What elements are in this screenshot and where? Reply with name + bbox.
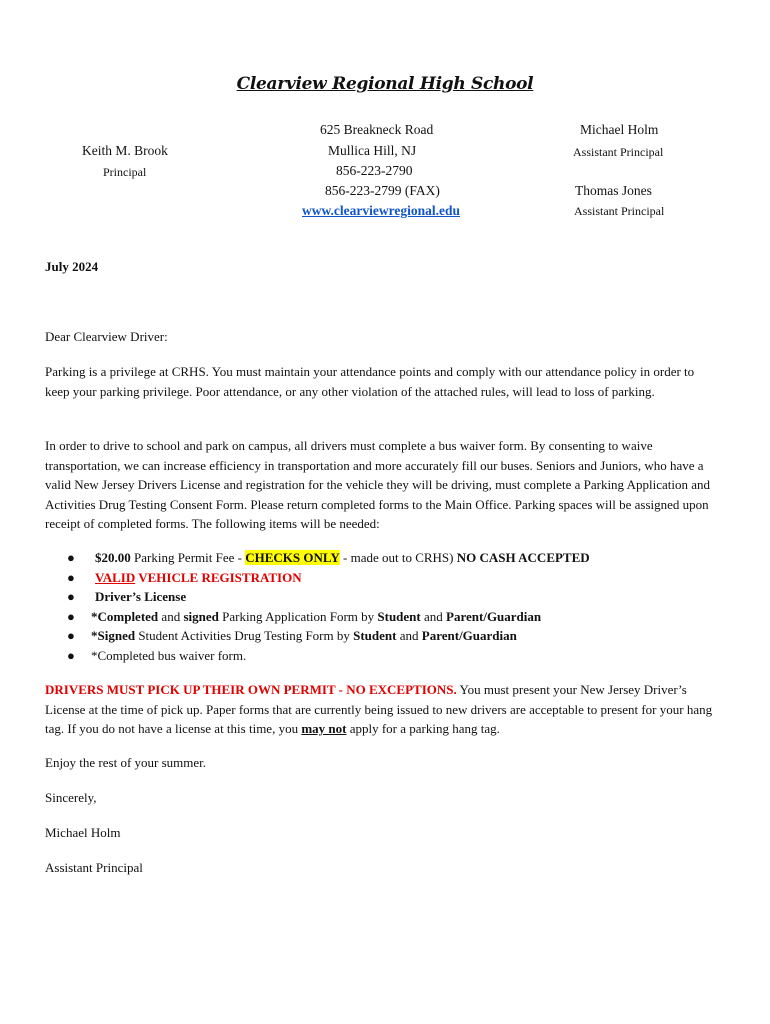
signer-name: Michael Holm — [45, 825, 121, 840]
salutation: Dear Clearview Driver: — [45, 329, 168, 344]
may-not-emphasis: may not — [301, 721, 347, 736]
pickup-warning: DRIVERS MUST PICK UP THEIR OWN PERMIT - NO EXCEPTIONS. — [45, 682, 457, 697]
bullet: ● — [67, 589, 75, 604]
list-item-application: ● *Completed and signed Parking Application Form by Student and Parent/Guardian — [45, 607, 725, 627]
principal-title: Principal — [103, 165, 147, 179]
principal-name: Keith M. Brook — [82, 143, 168, 158]
bullet: ● — [67, 647, 75, 663]
bullet: ● — [67, 608, 75, 624]
bullet: ● — [67, 628, 75, 643]
school-name: Clearview Regional High School — [236, 74, 534, 94]
paragraph-parking-privilege: Parking is a privilege at CRHS. You must maintain your attendance points and comply with our attendance policy in order to keep your parking privilege. Poor attendance, or any other violation of the attached rules, will lead to loss of parking. — [45, 364, 695, 399]
ap1-title: Assistant Principal — [573, 145, 664, 159]
signer-title: Assistant Principal — [45, 860, 143, 875]
checks-only-highlight: CHECKS ONLY — [245, 550, 340, 565]
bullet: ● — [67, 550, 75, 565]
closing-enjoy: Enjoy the rest of your summer. — [45, 755, 207, 770]
ap2-name: Thomas Jones — [575, 183, 652, 198]
website-link[interactable]: www.clearviewregional.edu — [302, 203, 460, 218]
ap2-title: Assistant Principal — [574, 204, 665, 218]
list-item-drug-testing: ● *Signed Student Activities Drug Testing Form by Student and Parent/Guardian — [45, 626, 725, 646]
required-items-list — [45, 548, 725, 665]
fax-number: 856-223-2799 (FAX) — [325, 183, 440, 198]
paragraph-bus-waiver: In order to drive to school and park on campus, all drivers must complete a bus waiver form. By consenting to waive transportation, we can increase efficiency in transportation and more accurately fill our buses. Seniors and Juniors, who have a valid New Jersey Drivers License and registration for the vehicle they will be driving, must complete a Parking Application and Activities Drug Testing Consent Form. Please return completed forms to the Main Office. Parking spaces will be assigned upon receipt of completed forms. The following items will be needed: — [45, 438, 710, 531]
paragraph-pickup: DRIVERS MUST PICK UP THEIR OWN PERMIT - NO EXCEPTIONS. You must present your New Jersey Driver’s License at the time of pick up. Paper forms that are currently being issued to new drivers are acceptable to present for your hang tag. If you do not have a license at this time, you may not apply for a parking hang tag. — [45, 682, 713, 736]
ap1-name: Michael Holm — [580, 122, 659, 137]
letter-date: July 2024 — [45, 259, 99, 274]
closing-sincerely: Sincerely, — [45, 790, 97, 805]
list-item-registration: ● VALID VEHICLE REGISTRATION — [45, 568, 725, 588]
address-line1: 625 Breakneck Road — [320, 122, 434, 137]
address-line2: Mullica Hill, NJ — [328, 143, 417, 158]
list-item-bus-waiver: ● *Completed bus waiver form. — [45, 646, 725, 666]
list-item-fee: ● $20.00 Parking Permit Fee - CHECKS ONLY - made out to CRHS) NO CASH ACCEPTED — [45, 548, 725, 568]
list-item-license: ● Driver’s License — [45, 587, 725, 607]
bullet: ● — [67, 569, 75, 585]
phone-number: 856-223-2790 — [336, 163, 413, 178]
